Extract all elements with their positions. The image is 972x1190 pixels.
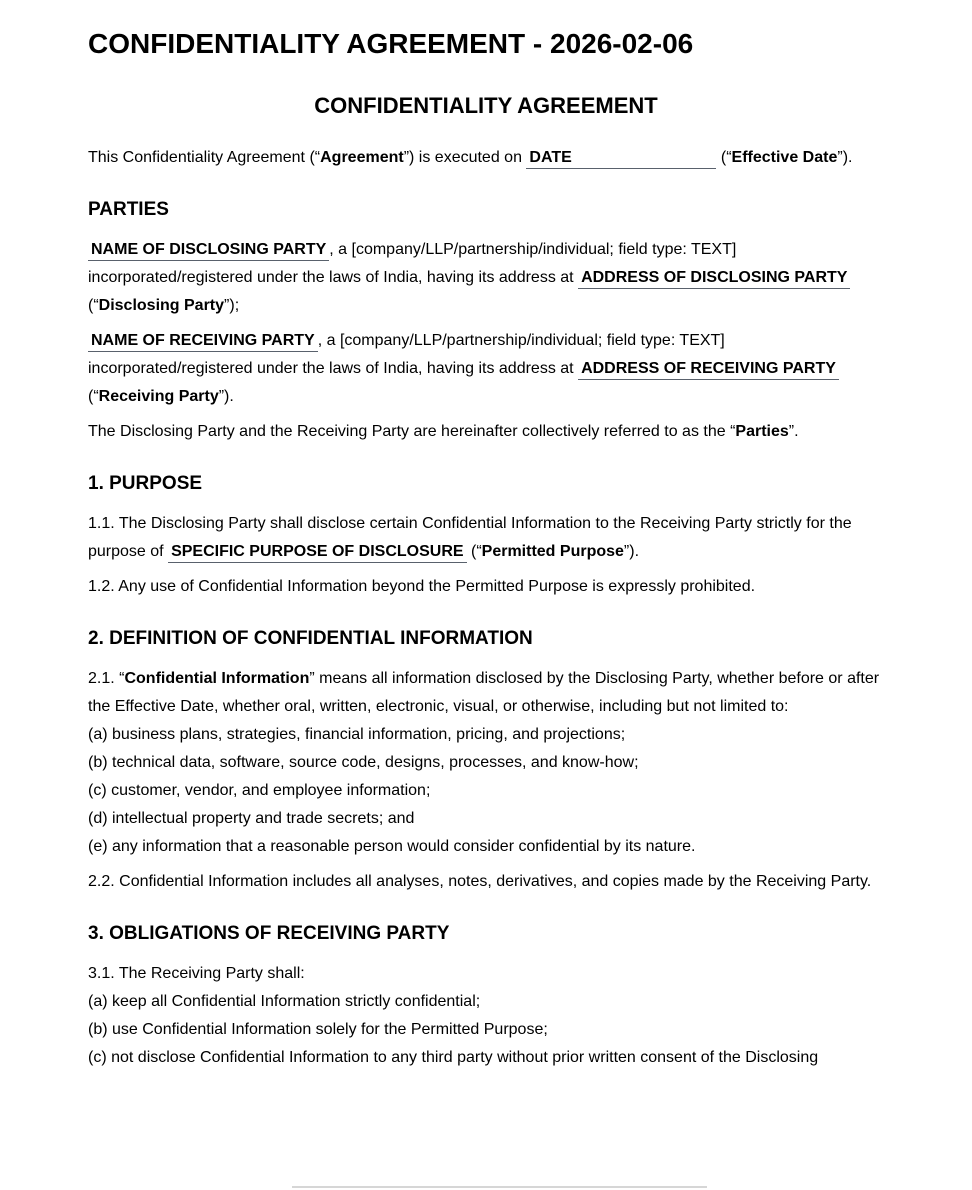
text-run: ”.: [788, 423, 799, 440]
clipped-bottom-rule: [292, 1186, 707, 1188]
parties-collective-paragraph: [88, 418, 884, 446]
clause-2-2: [88, 868, 884, 896]
bold-term: Permitted Purpose: [481, 543, 624, 560]
page-title: CONFIDENTIALITY AGREEMENT - 2026-02-06: [88, 28, 694, 59]
text-run: 3.1. The Receiving Party shall:: [88, 965, 305, 982]
text-run: (c) customer, vendor, and employee information;: [88, 782, 431, 799]
text-run: (a) business plans, strategies, financial information, pricing, and projections;: [88, 726, 626, 743]
section-3-heading: 3. OBLIGATIONS OF RECEIVING PARTY: [88, 923, 450, 944]
fill-in-field[interactable]: ADDRESS OF DISCLOSING PARTY: [578, 269, 850, 289]
text-run: , a [company/LLP/partnership/individual; field type: TEXT] incorporated/registered under the laws of India, having its address at: [88, 332, 725, 377]
text-run: , a [company/LLP/partnership/individual; field type: TEXT] incorporated/registered under the laws of India, having its address at: [88, 241, 737, 286]
clause-1-2: [88, 573, 884, 601]
text-run: ”).: [837, 149, 853, 166]
bold-term: Confidential Information: [124, 670, 310, 687]
bold-term: Disclosing Party: [98, 297, 225, 314]
fill-in-field[interactable]: NAME OF DISCLOSING PARTY: [88, 241, 329, 261]
text-run: (“: [716, 149, 732, 166]
bold-term: Agreement: [320, 149, 404, 166]
clause-2-1: [88, 665, 884, 861]
bold-term: Receiving Party: [98, 388, 219, 405]
parties-heading: PARTIES: [88, 199, 169, 220]
text-run: 1.1. The Disclosing Party shall disclose certain Confidential Information to the Receiving Party strictly for the purpose of: [88, 515, 852, 560]
text-run: ” means all information disclosed by the Disclosing Party, whether before or after the Effective Date, whether oral, written, electronic, visual, or otherwise, including but not limited to:: [88, 670, 880, 715]
text-run: ”).: [218, 388, 234, 405]
text-run: (b) use Confidential Information solely for the Permitted Purpose;: [88, 1021, 548, 1038]
text-run: (“: [466, 543, 482, 560]
text-run: ”).: [623, 543, 640, 560]
fill-in-field[interactable]: SPECIFIC PURPOSE OF DISCLOSURE: [168, 543, 466, 563]
clause-1-1: [88, 510, 884, 566]
text-run: (c) not disclose Confidential Information to any third party without prior written consent of the Disclosing: [88, 1049, 819, 1066]
text-run: (“: [88, 297, 99, 314]
disclosing-party-paragraph: [88, 236, 884, 320]
text-run: (a) keep all Confidential Information strictly confidential;: [88, 993, 481, 1010]
bold-term: Effective Date: [731, 149, 838, 166]
text-run: ”) is executed on: [403, 149, 527, 166]
text-run: The Disclosing Party and the Receiving Party are hereinafter collectively referred to as the “: [88, 423, 736, 440]
text-run: (e) any information that a reasonable person would consider confidential by its nature.: [88, 838, 696, 855]
text-run: 1.2. Any use of Confidential Information beyond the Permitted Purpose is expressly prohibited.: [88, 578, 756, 595]
text-run: (d) intellectual property and trade secrets; and: [88, 810, 415, 827]
fill-in-field[interactable]: NAME OF RECEIVING PARTY: [88, 332, 318, 352]
text-run: (b) technical data, software, source code, designs, processes, and know-how;: [88, 754, 639, 771]
fill-in-field[interactable]: ADDRESS OF RECEIVING PARTY: [578, 360, 839, 380]
clause-3-1: [88, 960, 884, 1072]
text-run: 2.1. “: [88, 670, 125, 687]
intro-paragraph: [88, 144, 884, 172]
document: [0, 26, 972, 1072]
agreement-heading: CONFIDENTIALITY AGREEMENT: [314, 93, 658, 118]
fill-in-field[interactable]: DATE: [526, 147, 716, 169]
section-1-heading: 1. PURPOSE: [88, 473, 203, 494]
text-run: This Confidentiality Agreement (“: [88, 149, 321, 166]
section-2-heading: 2. DEFINITION OF CONFIDENTIAL INFORMATION: [88, 628, 533, 649]
text-run: (“: [88, 388, 99, 405]
text-run: 2.2. Confidential Information includes all analyses, notes, derivatives, and copies made by the Receiving Party.: [88, 873, 872, 890]
text-run: ”);: [224, 297, 240, 314]
bold-term: Parties: [735, 423, 789, 440]
receiving-party-paragraph: [88, 327, 884, 411]
